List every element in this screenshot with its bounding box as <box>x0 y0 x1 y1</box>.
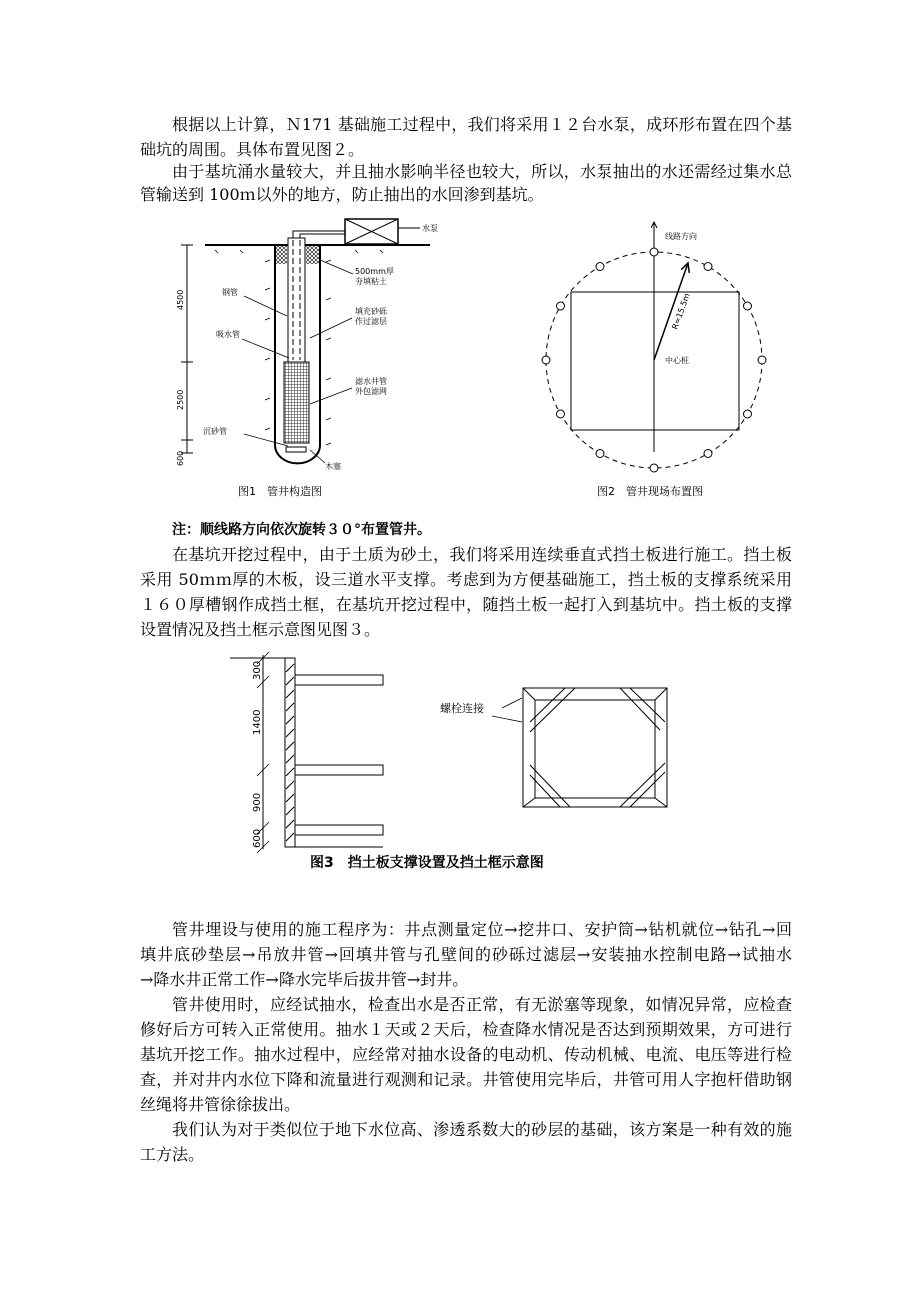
label-center-pile: 中心桩 <box>665 356 689 365</box>
well-marker <box>557 410 565 418</box>
text-line: 丝绳将井管徐徐拔出。 <box>140 1095 301 1114</box>
text-line: 础坑的周围。具体布置见图２。 <box>140 140 365 159</box>
text-line: 根据以上计算，Ｎ171 基础施工过程中，我们将采用１２台水泵，成环形布置在四个基 <box>172 115 792 134</box>
figure-2-labels <box>597 231 703 498</box>
label-gravel-2: 作过滤层 <box>355 317 387 326</box>
dim-600: 600 <box>252 828 263 848</box>
well-marker <box>704 263 712 271</box>
text-line: １６０厚槽钢作成挡土框，在基坑开挖过程中，随挡土板一起打入到基坑中。挡土板的支撑 <box>140 595 792 614</box>
well-marker <box>758 356 766 364</box>
well-marker <box>557 302 565 310</box>
figure-2-site-layout <box>542 222 766 472</box>
label-gravel: 填充砂砾 <box>355 307 387 316</box>
dim-4500: 4500 <box>176 289 185 310</box>
figure-3-support <box>230 652 667 853</box>
label-clay-2: 夯填粘土 <box>355 277 387 286</box>
note: 注：顺线路方向依次旋转３０°布置管井。 <box>172 522 431 538</box>
text-line: 查，并对井内水位下降和流量进行观测和记录。井管使用完毕后，井管可用人字抱杆借助钢 <box>140 1070 792 1089</box>
dim-2500: 2500 <box>176 389 185 410</box>
dim-600: 600 <box>176 450 185 466</box>
label-pump: 水泵 <box>422 224 438 233</box>
label-plug: 木塞 <box>325 462 341 471</box>
label-sand-pipe: 沉砂管 <box>203 427 227 436</box>
text-line: 填井底砂垫层→吊放井管→回填井管与孔壁间的砂砾过滤层→安装抽水控制电路→试抽水 <box>140 945 792 964</box>
figure-2-caption: 图2 管井现场布置图 <box>597 485 703 498</box>
label-clay: 500mm厚 <box>355 267 394 276</box>
well-marker <box>704 450 712 458</box>
label-screen: 滤水井管 <box>355 377 387 386</box>
figure-1-caption: 图1 管井构造图 <box>238 485 322 498</box>
label-steel-pipe: 钢管 <box>222 288 238 297</box>
dim-300: 300 <box>252 660 263 680</box>
well-marker <box>542 356 550 364</box>
well-marker <box>744 302 752 310</box>
text-line: 基坑开挖工作。抽水过程中，应经常对抽水设备的电动机、传动机械、电流、电压等进行检 <box>140 1045 792 1064</box>
label-radius: R=15.5m <box>670 292 692 331</box>
well-marker <box>650 464 658 472</box>
label-screen-2: 外包滤网 <box>355 387 387 396</box>
label-route-direction: 线路方向 <box>665 232 697 241</box>
text-line: 管井埋设与使用的施工程序为：井点测量定位→挖井口、安护筒→钻机就位→钻孔→回 <box>172 920 792 939</box>
text-line: 工方法。 <box>140 1145 205 1164</box>
text-line: 我们认为对于类似位于地下水位高、渗透系数大的砂层的基础，该方案是一种有效的施 <box>172 1120 792 1139</box>
text-line: 管井使用时，应经试抽水，检查出水是否正常，有无淤塞等现象，如情况异常，应检查 <box>172 995 792 1014</box>
well-marker <box>596 450 604 458</box>
text-line: 修好后方可转入正常使用。抽水１天或２天后，检查降水情况是否达到预期效果，方可进行 <box>140 1020 792 1039</box>
text-line: →降水井正常工作→降水完毕后拔井管→封井。 <box>140 970 469 989</box>
text-line: 由于基坑涌水量较大，并且抽水影响半径也较大，所以，水泵抽出的水还需经过集水总 <box>172 162 792 181</box>
label-bolt-connection: 螺栓连接 <box>440 702 484 715</box>
figure-1-labels <box>176 223 438 498</box>
text-line: 设置情况及挡土框示意图见图３。 <box>140 620 381 639</box>
text-line: 在基坑开挖过程中，由于土质为砂土，我们将采用连续垂直式挡土板进行施工。挡土板 <box>172 545 792 564</box>
label-suction-pipe: 吸水管 <box>216 330 240 339</box>
dim-1400: 1400 <box>252 709 263 735</box>
text-line: 管输送到 100ｍ以外的地方，防止抽出的水回渗到基坑。 <box>140 185 544 204</box>
figure-3-labels <box>252 661 544 871</box>
dim-900: 900 <box>252 792 263 812</box>
text-line: 采用 50ｍｍ厚的木板，设三道水平支撑。考虑到为方便基础施工，挡土板的支撑系统采用 <box>140 570 792 589</box>
figure-3-caption: 图3 挡土板支撑设置及挡土框示意图 <box>310 855 544 871</box>
well-marker <box>596 263 604 271</box>
well-marker <box>744 410 752 418</box>
well-marker <box>650 248 658 256</box>
